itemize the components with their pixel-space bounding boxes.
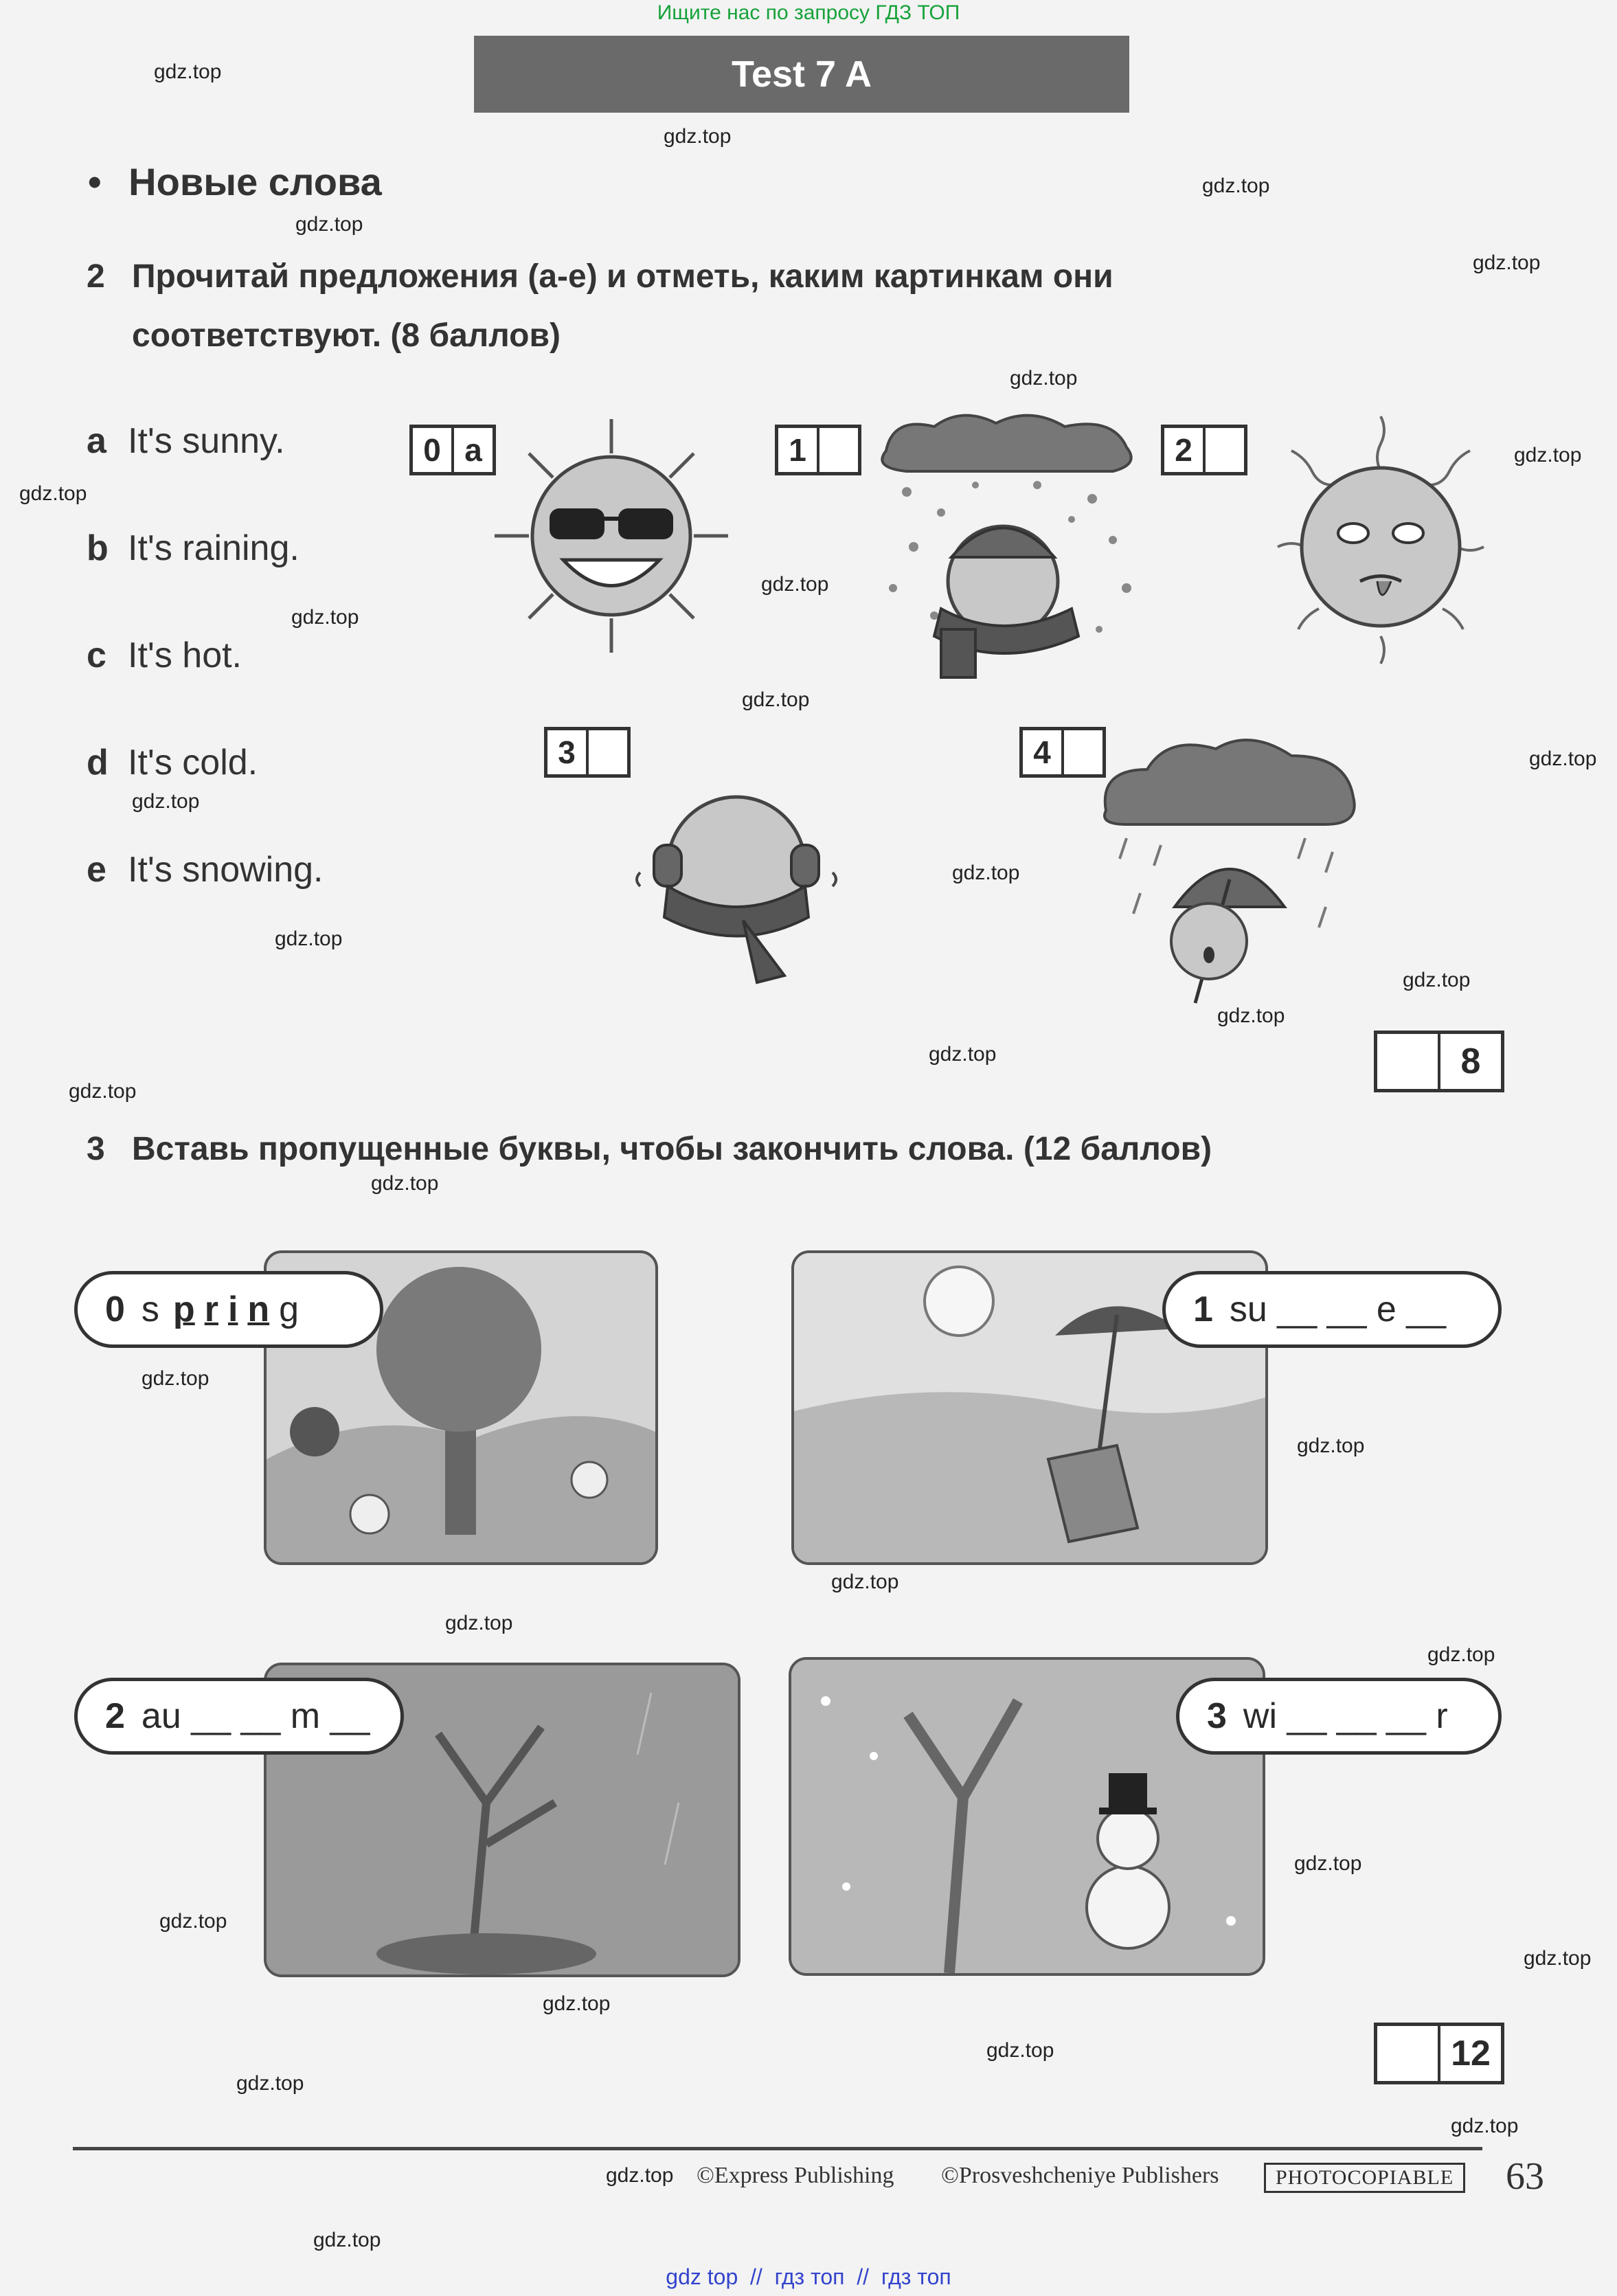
sentence-letter: b bbox=[87, 528, 109, 568]
word-number: 0 bbox=[105, 1290, 125, 1329]
page-number: 63 bbox=[1506, 2155, 1544, 2198]
filled-letter: p bbox=[172, 1290, 195, 1329]
watermark: gdz.top bbox=[543, 1992, 611, 2015]
watermark: gdz.top bbox=[275, 927, 343, 950]
sentence-e bbox=[87, 849, 324, 890]
sentence-text: It's sunny. bbox=[128, 421, 285, 461]
watermark: gdz.top bbox=[19, 482, 87, 505]
score-max: 12 bbox=[1438, 2026, 1501, 2081]
watermark: gdz.top bbox=[291, 606, 359, 629]
score-input[interactable] bbox=[1377, 2026, 1438, 2081]
task2-line1: Прочитай предложения (a-e) и отметь, каким картинкам они bbox=[132, 258, 1113, 295]
publisher-prosveshcheniye: ©Prosveshcheniye Publishers bbox=[941, 2163, 1219, 2188]
sentence-text: It's snowing. bbox=[128, 850, 324, 890]
box-number: 2 bbox=[1175, 432, 1192, 468]
sentence-text: It's cold. bbox=[128, 743, 258, 783]
task3-instruction bbox=[87, 1120, 1212, 1179]
box-answer: a bbox=[451, 428, 493, 472]
word-number: 2 bbox=[105, 1696, 125, 1736]
watermark: gdz.top bbox=[986, 2039, 1054, 2062]
word-winter[interactable] bbox=[1176, 1678, 1502, 1755]
box-answer-input[interactable] bbox=[586, 730, 627, 774]
watermark: gdz.top bbox=[929, 1043, 997, 1066]
watermark: gdz.top bbox=[1403, 969, 1471, 991]
watermark: gdz.top bbox=[69, 1080, 137, 1103]
photocopiable-label: PHOTOCOPIABLE bbox=[1264, 2163, 1465, 2193]
watermark: gdz.top bbox=[1473, 251, 1541, 274]
watermark: gdz.top bbox=[236, 2072, 304, 2095]
answer-box-3 bbox=[544, 727, 631, 778]
cold-shivering-illustration bbox=[626, 769, 846, 989]
word-letter: g bbox=[279, 1290, 299, 1329]
sentence-c bbox=[87, 635, 242, 676]
box-number: 4 bbox=[1033, 734, 1051, 770]
watermark: gdz.top bbox=[142, 1367, 210, 1390]
watermark: gdz.top bbox=[1514, 444, 1582, 466]
word-summer[interactable] bbox=[1162, 1271, 1502, 1348]
watermark: gdz.top bbox=[952, 862, 1020, 884]
watermark: gdz.top bbox=[606, 2164, 674, 2187]
watermark: gdz.top bbox=[1010, 367, 1078, 390]
sentence-text: It's hot. bbox=[128, 635, 242, 675]
watermark: gdz.top bbox=[1297, 1434, 1365, 1457]
word-with-blanks[interactable]: wi __ __ __ r bbox=[1243, 1696, 1448, 1736]
word-autumn[interactable] bbox=[74, 1678, 404, 1755]
watermark: gdz.top bbox=[761, 573, 829, 596]
score-input[interactable] bbox=[1377, 1034, 1438, 1089]
watermark: gdz.top bbox=[1524, 1947, 1592, 1970]
filled-letter: r bbox=[204, 1290, 218, 1329]
answer-box-0 bbox=[409, 425, 496, 475]
sentence-letter: d bbox=[87, 743, 109, 783]
hot-sun-illustration bbox=[1250, 409, 1511, 684]
task3-number: 3 bbox=[87, 1131, 105, 1167]
footer-divider bbox=[73, 2147, 1482, 2150]
watermark: gdz.top bbox=[154, 60, 222, 83]
sentence-letter: e bbox=[87, 850, 106, 890]
watermark: gdz.top bbox=[1529, 747, 1597, 770]
sentence-text: It's raining. bbox=[128, 528, 299, 568]
snowy-cold-illustration bbox=[866, 409, 1154, 684]
filled-letter: i bbox=[227, 1290, 238, 1329]
watermark: gdz.top bbox=[831, 1571, 899, 1593]
answer-box-1 bbox=[775, 425, 861, 475]
publisher-express: ©Express Publishing bbox=[697, 2163, 894, 2188]
sentence-b bbox=[87, 528, 299, 569]
top-banner[interactable]: Ищите нас по запросу ГДЗ ТОП bbox=[657, 1, 960, 24]
word-number: 3 bbox=[1207, 1696, 1227, 1736]
word-number: 1 bbox=[1193, 1290, 1213, 1329]
word-letter: s bbox=[141, 1290, 159, 1329]
watermark: gdz.top bbox=[445, 1612, 513, 1634]
section-label: Новые слова bbox=[128, 160, 382, 203]
watermark: gdz.top bbox=[132, 790, 200, 813]
box-answer-input[interactable] bbox=[817, 428, 858, 472]
sentence-a bbox=[87, 420, 285, 462]
sunny-sun-illustration bbox=[467, 412, 756, 660]
sentence-letter: a bbox=[87, 421, 106, 461]
section-heading bbox=[88, 159, 382, 204]
watermark: gdz.top bbox=[371, 1172, 439, 1195]
bullet: • bbox=[88, 160, 102, 203]
answer-box-4 bbox=[1019, 727, 1106, 778]
task3-score-box bbox=[1374, 2023, 1504, 2084]
box-number: 3 bbox=[558, 734, 576, 770]
score-max: 8 bbox=[1438, 1034, 1501, 1089]
test-title: Test 7 A bbox=[474, 36, 1129, 113]
box-answer-input[interactable] bbox=[1061, 730, 1102, 774]
box-number: 0 bbox=[423, 432, 441, 468]
watermark: gdz.top bbox=[1202, 175, 1270, 197]
word-with-blanks[interactable]: su __ __ e __ bbox=[1229, 1290, 1447, 1329]
watermark: gdz.top bbox=[1217, 1004, 1285, 1027]
task2-line2: соответствуют. (8 баллов) bbox=[132, 317, 561, 354]
sentence-d bbox=[87, 742, 258, 783]
answer-box-2 bbox=[1161, 425, 1247, 475]
filled-letter: n bbox=[247, 1290, 270, 1329]
bottom-banner[interactable]: gdz top // гдз топ // гдз топ bbox=[666, 2264, 951, 2289]
box-number: 1 bbox=[789, 432, 806, 468]
watermark: gdz.top bbox=[1427, 1643, 1495, 1666]
watermark: gdz.top bbox=[159, 1910, 227, 1933]
task2-score-box bbox=[1374, 1031, 1504, 1092]
watermark: gdz.top bbox=[313, 2229, 381, 2251]
task2-instruction bbox=[87, 247, 1113, 365]
box-answer-input[interactable] bbox=[1203, 428, 1244, 472]
task2-number: 2 bbox=[87, 258, 105, 295]
watermark: gdz.top bbox=[1294, 1852, 1362, 1875]
task3-text: Вставь пропущенные буквы, чтобы закончить слова. (12 баллов) bbox=[132, 1131, 1212, 1167]
watermark: gdz.top bbox=[295, 213, 363, 236]
word-with-blanks[interactable]: au __ __ m __ bbox=[141, 1696, 370, 1736]
watermark: gdz.top bbox=[742, 688, 810, 711]
sentence-letter: c bbox=[87, 635, 106, 675]
watermark: gdz.top bbox=[664, 125, 732, 148]
rainy-umbrella-illustration bbox=[1085, 728, 1374, 1031]
word-spring bbox=[74, 1271, 383, 1348]
watermark: gdz.top bbox=[1451, 2115, 1519, 2137]
